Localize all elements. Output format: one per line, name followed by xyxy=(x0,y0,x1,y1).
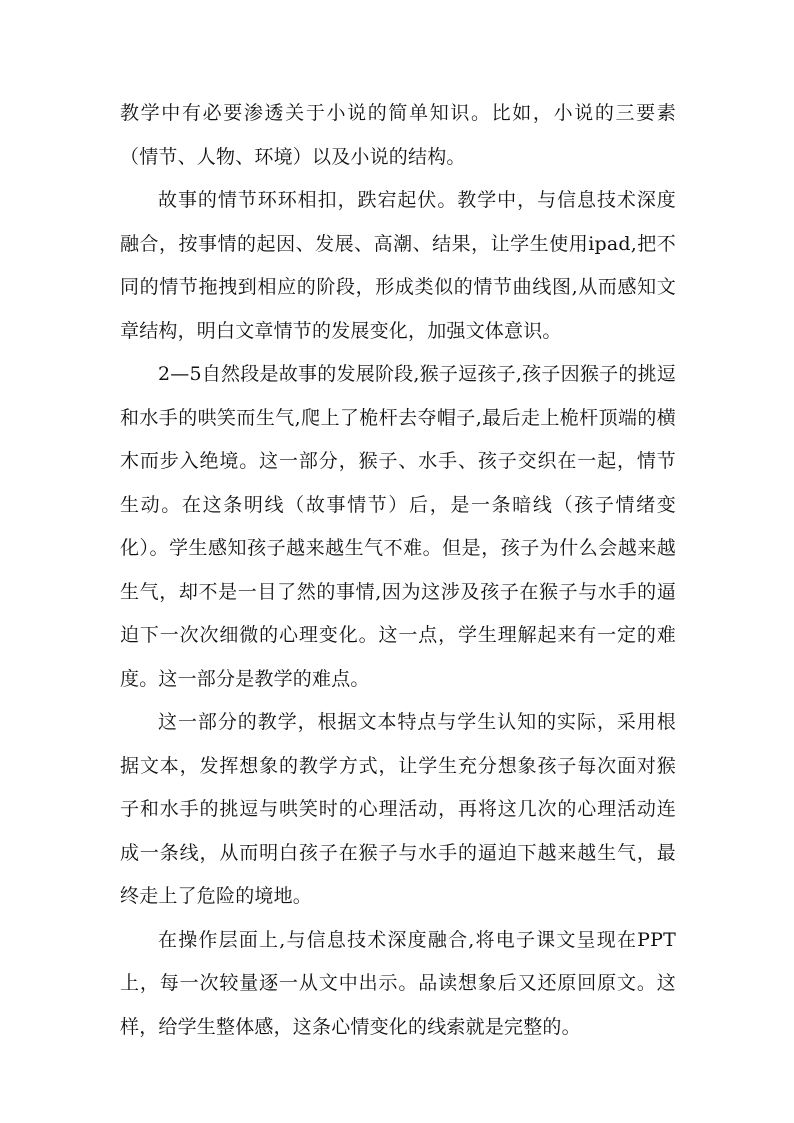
document-body xyxy=(120,92,676,1049)
paragraph-3: 2—5自然段是故事的发展阶段,猴子逗孩子,孩子因猴子的挑逗和水手的哄笑而生气,爬上了桅杆去夺帽子,最后走上桅杆顶端的横木而步入绝境。这一部分，猴子、水手、孩子交织在一起，情节生动。在这条明线（故事情节）后，是一条暗线（孩子情绪变化）。学生感知孩子越来越生气不难。但是，孩子为什么会越来越生气，却不是一目了然的事情,因为这涉及孩子在猴子与水手的逼迫下一次次细微的心理变化。这一点，学生理解起来有一定的难度。这一部分是教学的难点。 xyxy=(120,363,676,690)
paragraph-1: 教学中有必要渗透关于小说的简单知识。比如，小说的三要素（情节、人物、环境）以及小说的结构。 xyxy=(120,102,676,168)
paragraph-4: 这一部分的教学，根据文本特点与学生认知的实际，采用根据文本，发挥想象的教学方式，让学生充分想象孩子每次面对猴子和水手的挑逗与哄笑时的心理活动，再将这几次的心理活动连成一条线，从而明白孩子在猴子与水手的逼迫下越来越生气，最终走上了危险的境地。 xyxy=(120,711,676,907)
paragraph-5: 在操作层面上,与信息技术深度融合,将电子课文呈现在PPT上，每一次较量逐一从文中出示。品读想象后又还原回原文。这样，给学生整体感，这条心情变化的线索就是完整的。 xyxy=(120,928,676,1038)
paragraph-2: 故事的情节环环相扣，跌宕起伏。教学中，与信息技术深度融合，按事情的起因、发展、高潮、结果，让学生使用ipad,把不同的情节拖拽到相应的阶段，形成类似的情节曲线图,从而感知文章结构，明白文章情节的发展变化，加强文体意识。 xyxy=(120,189,676,342)
